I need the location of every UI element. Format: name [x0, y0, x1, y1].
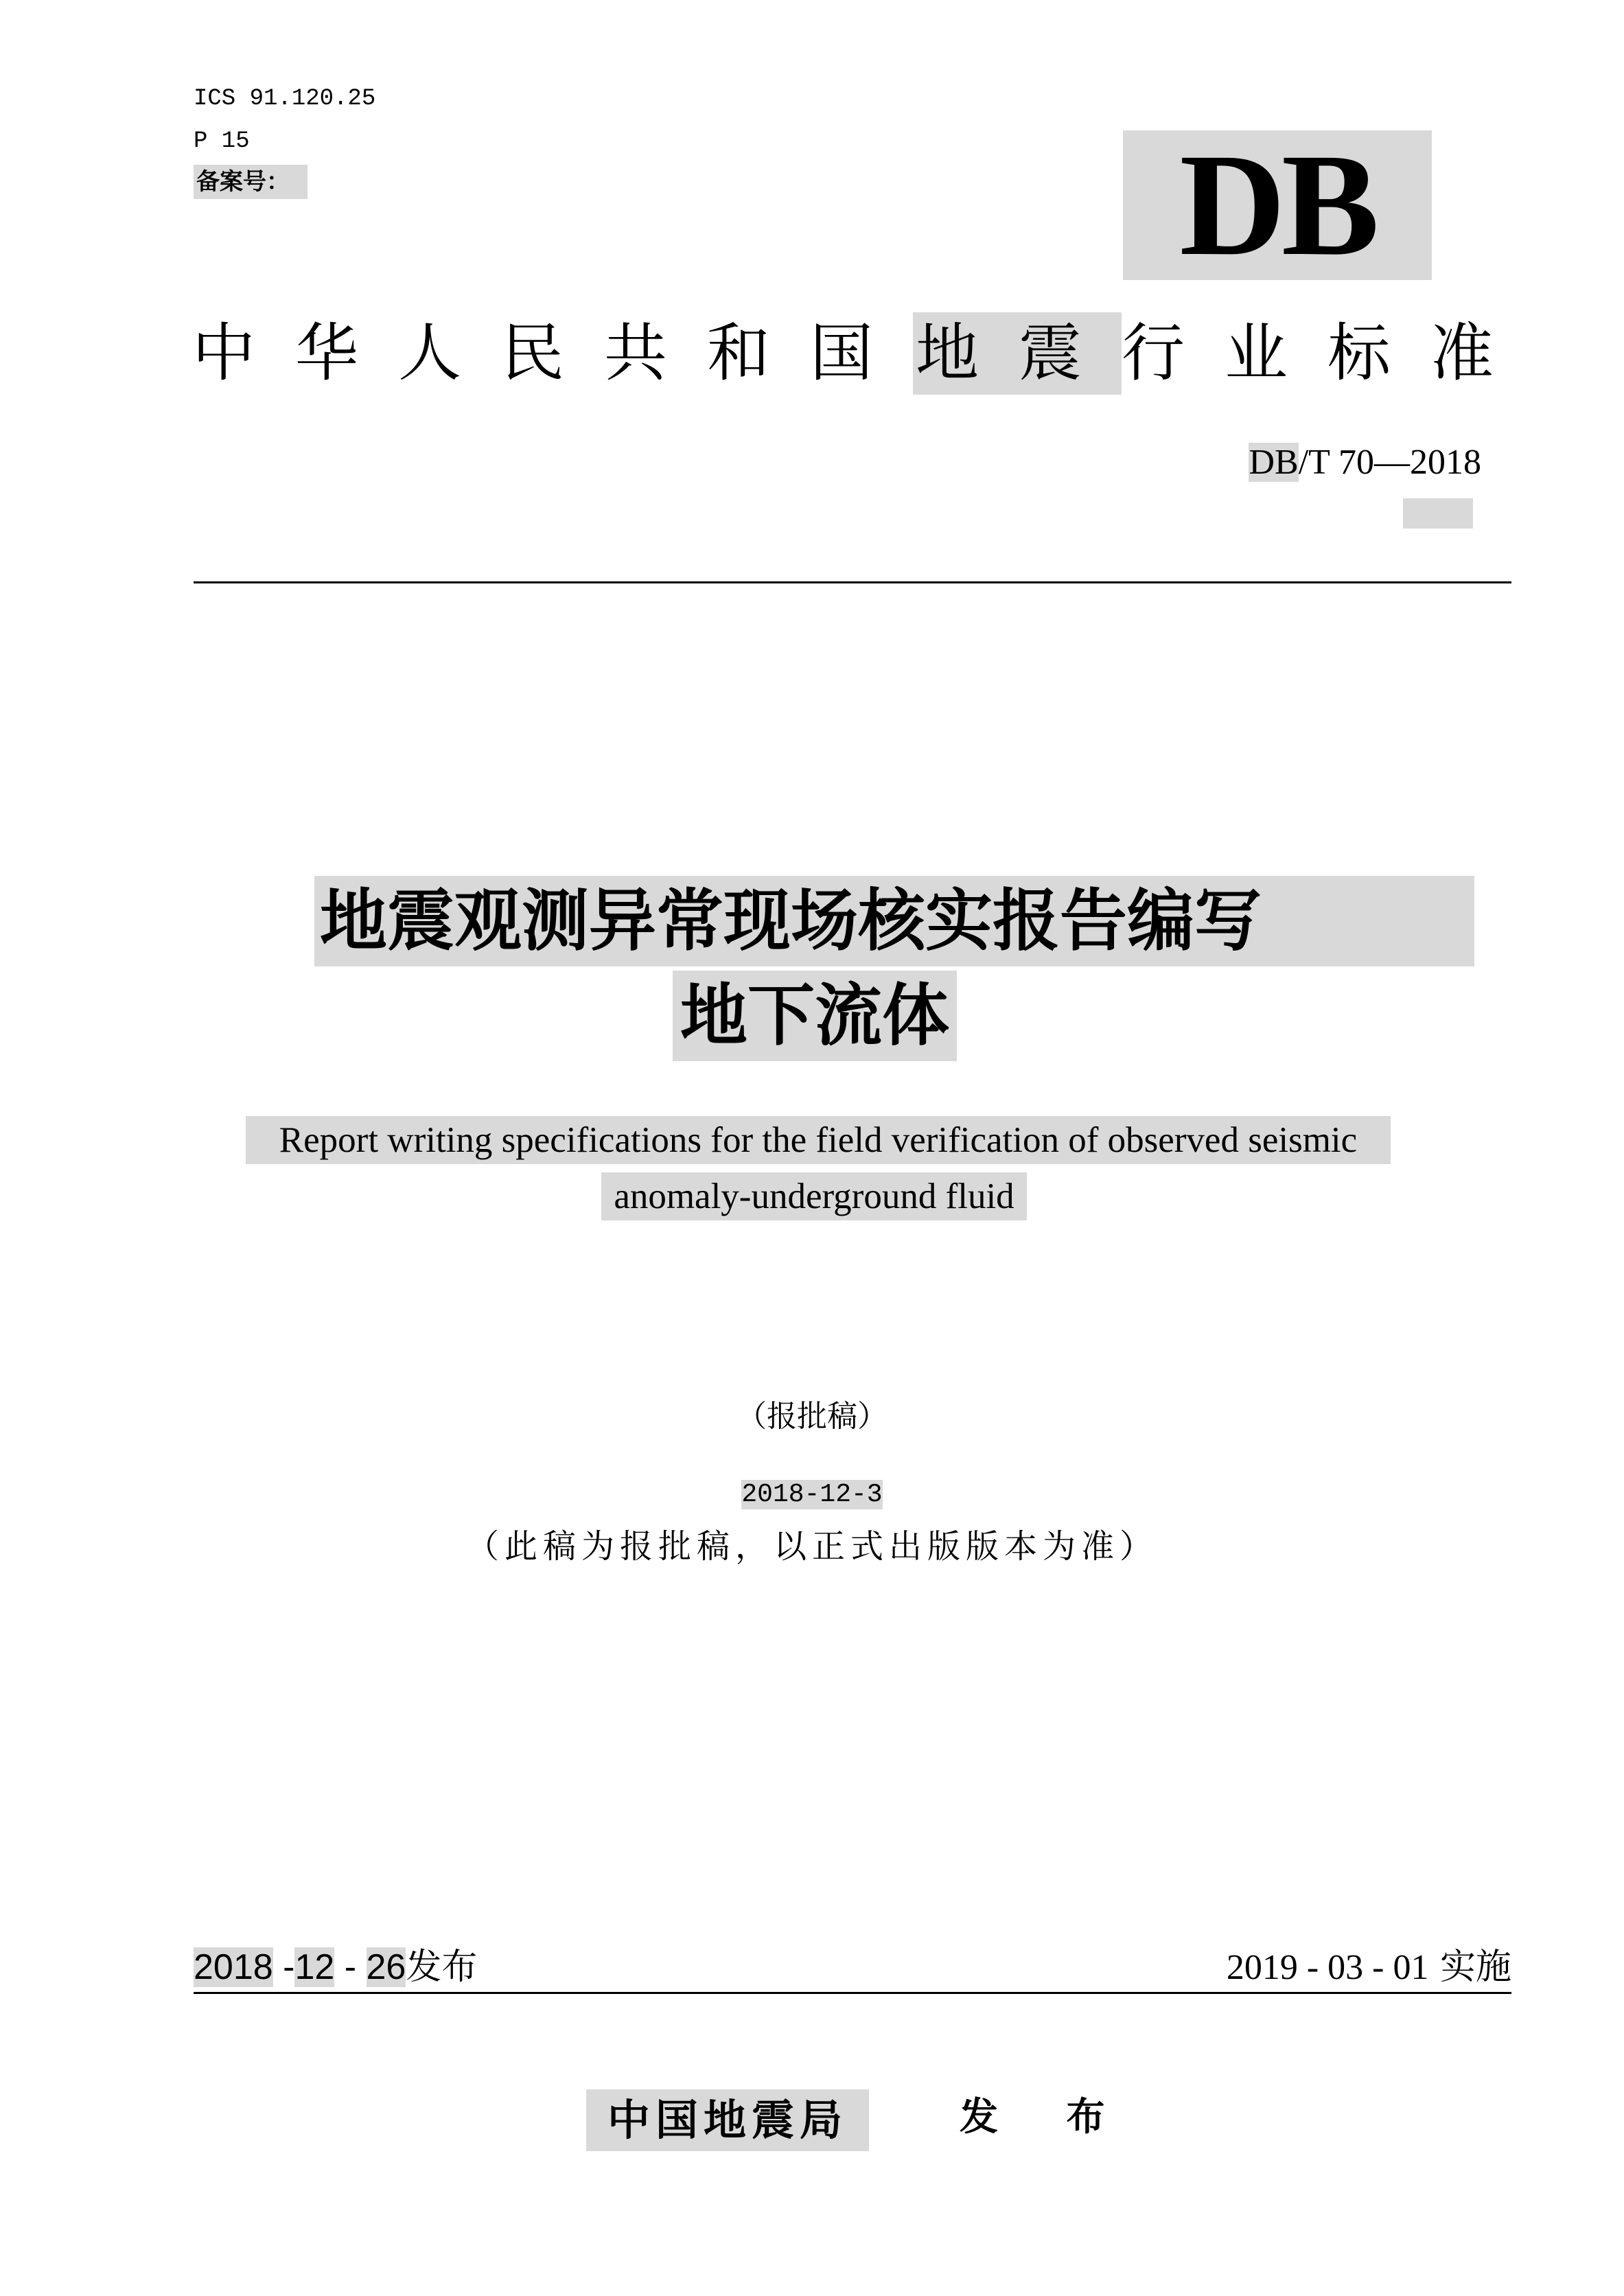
header-divider [194, 581, 1511, 583]
issue-year: 2018 [194, 1947, 273, 1987]
standard-number [1249, 441, 1481, 485]
replaced-standard-placeholder [1403, 498, 1473, 529]
date-divider [194, 1992, 1511, 1994]
issue-suffix: 发布 [406, 1947, 478, 1988]
standard-number-rest: /T 70—2018 [1298, 443, 1481, 482]
implementation-date [1227, 1943, 1511, 1993]
chinese-title-line-1: 地震观测异常现场核实报告编写 [314, 876, 1474, 966]
issue-date: 2018 -12 - 26发布 [194, 1947, 478, 1988]
issuing-authority: 中国地震局 [586, 2089, 869, 2151]
implementation-suffix: 实施 [1439, 1947, 1511, 1988]
draft-date-text: 2018-12-3 [741, 1480, 883, 1509]
filing-number-label: 备案号： [194, 165, 308, 199]
header-title [192, 312, 1534, 395]
issue-action: 发 布 [960, 2095, 1133, 2140]
header-title-prefix: 中华人民共和国 [192, 316, 914, 390]
issue-month: 12 [294, 1947, 335, 1987]
db-logo: DB [1123, 130, 1432, 280]
ics-code: ICS 91.120.25 [194, 86, 376, 112]
header-title-suffix: 行业标准 [1122, 316, 1534, 390]
ccs-code: P 15 [194, 128, 250, 154]
chinese-title-line-2: 地下流体 [673, 971, 957, 1061]
header-title-highlight: 地震 [913, 312, 1122, 395]
draft-date [0, 1476, 1624, 1514]
standard-number-prefix: DB [1249, 443, 1299, 482]
english-title-line-1: Report writing specifications for the field verification of observed seismic [246, 1116, 1391, 1164]
draft-note: （此稿为报批稿，以正式出版版本为准） [465, 1527, 1158, 1566]
english-title-line-2: anomaly-underground fluid [601, 1172, 1027, 1220]
draft-status-label: （报批稿） [736, 1399, 888, 1434]
issue-day: 26 [366, 1947, 406, 1987]
implementation-date-value: 2019 - 03 - 01 [1226, 1948, 1429, 1987]
